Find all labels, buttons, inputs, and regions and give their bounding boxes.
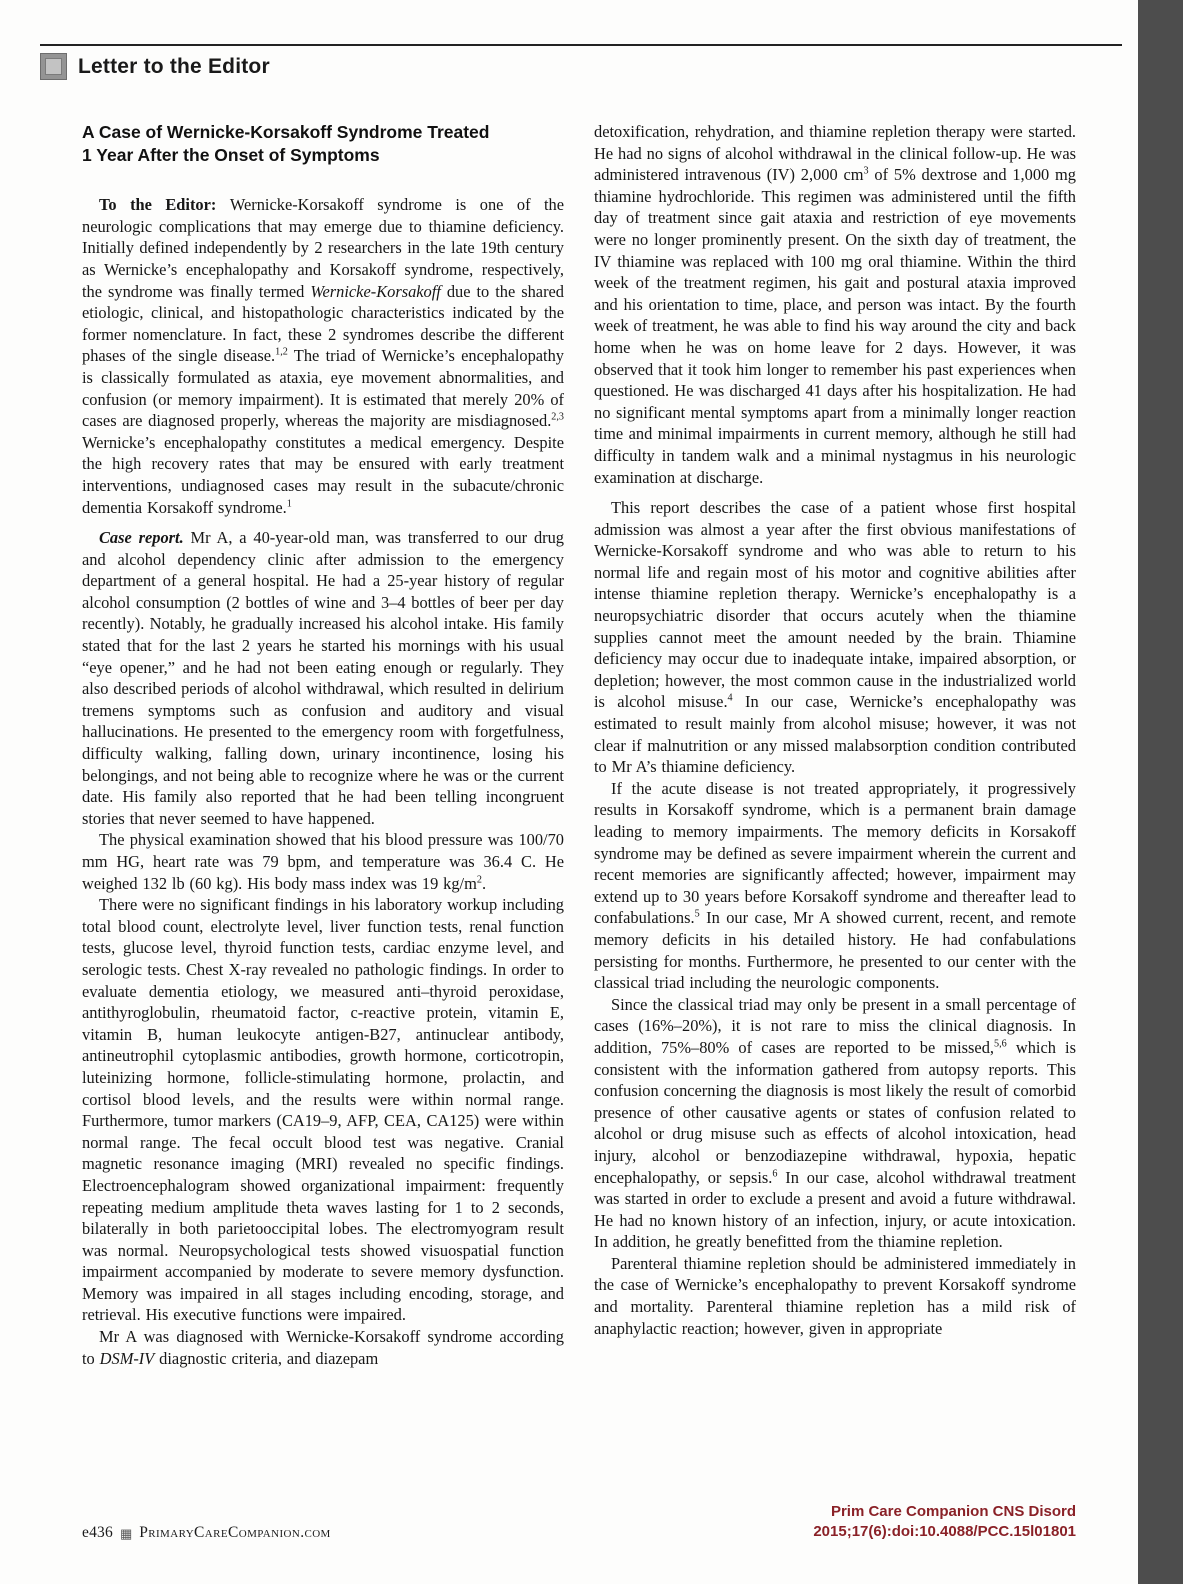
paragraph [82,1326,564,1369]
italic-text: DSM-IV [99,1348,155,1368]
body-text: due to the shared etiologic, clinical, and histopathologic characteristics indicated by the former nomenclature. In fact, these 2 syndromes describe the different phases of the single disease. [82,281,564,366]
reference-superscript: 2 [476,874,482,886]
body-text: This report describes the case of a patient whose first hospital admission was almost a year after the first obvious manifestations of Wernicke-Korsakoff syndrome and who was able to return to his normal life and regain most of his motor and cognitive abilities after intense thiamine repletion therapy. Wernicke’s encephalopathy is a neuropsychiatric disorder that occurs acutely when the thiamine supplies cannot meet the amount needed by the brain. Thiamine deficiency may occur due to inadequate intake, impaired absorption, or depletion; however, the most common cause in the industrialized world is alcohol misuse. [594,498,1076,712]
body-text: The physical examination showed that his blood pressure was 100/70 mm HG, heart rate was 79 bpm, and temperature was 36.4 C. He weighed 132 lb (60 kg). His body mass index was 19 kg/m [82,830,564,893]
paragraph [594,497,1076,778]
bold-text: To the Editor: [99,195,230,215]
body-text: Wernicke’s encephalopathy constitutes a medical emergency. Despite the high recovery rates that may be ensured with early treatment interventions, undiagnosed cases may result in the subacute/chronic dementia Korsakoff syndrome. [82,432,564,517]
grid-square-icon: ▦ [119,1525,133,1541]
page-edge-bar [1138,0,1183,1584]
page-footer [82,1502,1076,1543]
body-text: In our case, Wernicke’s encephalopathy was estimated to result mainly from alcohol misuse; however, it was not clear if malnutrition or any missed malabsorption condition contributed to Mr A’s thiamine deficiency. [594,692,1076,777]
section-square-icon [40,53,67,80]
section-label: Letter to the Editor [78,54,270,78]
paragraph [82,829,564,894]
body-text: There were no significant findings in his laboratory workup including total blood count, electrolyte level, liver function tests, renal function tests, glucose level, thyroid function tests, cardiac enzyme level, and serologic tests. Chest X-ray revealed no pathologic findings. In order to evaluate dementia etiology, we measured anti–thyroid peroxidase, antithyroglobulin, rheumatoid factor, c-reactive protein, vitamin E, vitamin B, human leukocyte antigen-B27, antinuclear antibody, antineutrophil cytoplasmic antibodies, growth hormone, corticotropin, luteinizing hormone, follicle-stimulating hormone, prolactin, and cortisol blood levels, and the results were within normal range. Furthermore, tumor markers (CA19–9, AFP, CEA, CA125) were within normal range. The fecal occult blood test was negative. Cranial magnetic resonance imaging (MRI) revealed no specific findings. Electroencephalogram showed organizational impairment: frequently repeating medium amplitude theta waves lasting for 1 to 2 seconds, bilaterally in both parietooccipital lobes. The electromyogram result was normal. Neuropsychological tests showed visuospatial function impairment accompanied by moderate to severe memory dysfunction. Memory was impaired in all stages including encoding, storage, and retrieval. His executive functions were impaired. [82,895,564,1325]
article-body [82,121,1076,1369]
paragraph [594,1253,1076,1339]
article-title [82,121,564,167]
italic-text: Wernicke-Korsakoff [310,281,441,301]
paragraph [594,994,1076,1253]
reference-superscript: 2,3 [551,411,564,423]
body-text: In our case, Mr A showed current, recent, and remote memory deficits in his detailed history. He had confabulations persisting for months. Furthermore, he presented to our center with the classical triad including the neurologic components. [594,908,1076,993]
body-text: . [481,873,487,893]
footer-left [82,1524,331,1542]
bold-italic-text: Case report. [99,528,184,548]
citation-doi: 2015;17(6):doi:10.4088/PCC.15l01801 [813,1522,1076,1540]
reference-superscript: 1 [286,498,292,510]
section-square-icon-inner [45,58,62,75]
body-text: If the acute disease is not treated appropriately, it progressively results in Korsakoff syndrome, which is a permanent brain damage leading to memory impairments. The memory deficits in Korsakoff syndrome may be defined as severe impairment wherein the current and recent memories are significantly affected; however, impairment may extend up to 30 years before Korsakoff syndrome and thereafter lead to confabulations. [594,778,1076,928]
body-text: Parenteral thiamine repletion should be administered immediately in the case of Wernicke’s encephalopathy to prevent Korsakoff syndrome and mortality. Parenteral thiamine repletion has a mild risk of anaphylactic reaction; however, given in appropriate [594,1253,1076,1338]
paragraph [82,894,564,1326]
body-text: Mr A was diagnosed with Wernicke-Korsakoff syndrome according to [82,1327,564,1368]
paragraph [594,778,1076,994]
reference-superscript: 5,6 [994,1038,1007,1050]
body-text: Wernicke-Korsakoff syndrome is one of the neurologic complications that may emerge due to thiamine deficiency. Initially defined independently by 2 researchers in the late 19th century as Wernicke’s encephalopathy and Korsakoff syndrome, respectively, the syndrome was finally termed [82,195,565,301]
body-text: which is consistent with the information gathered from autopsy reports. This confusion concerning the diagnosis is most likely the result of comorbid presence of other causative agents or states of confusion related to alcohol or drug misuse such as effects of alcohol intoxication, head injury, alcohol or benzodiazepine withdrawal, hypoxia, hepatic encephalopathy, or sepsis. [594,1037,1076,1187]
page-number: e436 [82,1524,113,1541]
left-column-paragraphs [82,194,564,1369]
body-text: In our case, alcohol withdrawal treatment was started in order to exclude a present and avoid a future withdrawal. He had no known history of an infection, injury, or acute intoxication. In addition, he greatly benefitted from the thiamine repletion. [594,1167,1076,1252]
reference-superscript: 5 [694,908,700,920]
paragraph [82,527,564,829]
left-column [82,121,564,1369]
paragraph [82,194,564,518]
reference-superscript: 4 [727,692,733,704]
body-text: of 5% dextrose and 1,000 mg thiamine hydrochloride. This regimen was administered until the fifth day of treatment since gait ataxia and restriction of eye movements were no longer prominently present. On the sixth day of treatment, the IV thiamine was replaced with 100 mg oral thiamine. Within the third week of the treatment regimen, his gait and postural ataxia improved and his orientation to time, place, and person was intact. By the fourth week of treatment, he was able to find his way around the city and back home when he was on home leave for 2 days. However, it was observed that it took him longer to remember his past experiences when questioned. He was discharged 41 days after his hospitalization. He had no significant mental symptoms apart from a minimally longer reaction time and minimal impairments in current memory, although he still had difficulty in tandem walk and a minimal nystagmus in his neurologic examination at discharge. [594,165,1077,487]
reference-superscript: 3 [863,165,869,177]
body-text: detoxification, rehydration, and thiamine repletion therapy were started. He had no signs of alcohol withdrawal in the clinical follow-up. He was administered intravenous (IV) 2,000 cm [594,122,1076,185]
paragraph [594,121,1076,488]
body-text: Mr A, a 40-year-old man, was transferred to our drug and alcohol dependency clinic after admission to the emergency department of a general hospital. He had a 25-year history of regular alcohol consumption (2 bottles of wine and 3–4 bottles of beer per day recently). Notably, he gradually increased his alcohol intake. His family stated that for the last 2 years he started his mornings with his usual “eye opener,” and he had not been eating enough or regularly. They also described periods of alcohol withdrawal, which resulted in delirium tremens symptoms such as confusion and auditory and visual hallucinations. He presented to the emergency room with forgetfulness, difficulty walking, falling down, urinary incontinence, losing his belongings, and not being able to recognize where he was or the current date. His family also reported that he had been telling incongruent stories that never seemed to have happened. [82,528,564,828]
journal-website: PrimaryCareCompanion.com [139,1524,331,1541]
reference-superscript: 1,2 [275,346,288,358]
journal-name: Prim Care Companion CNS Disord [830,1502,1076,1520]
reference-superscript: 6 [772,1168,778,1180]
right-column [594,121,1076,1369]
body-text: Since the classical triad may only be present in a small percentage of cases (16%–20%), it is not rare to miss the clinical diagnosis. In addition, 75%–80% of cases are reported to be missed, [594,994,1076,1057]
right-column-paragraphs [594,121,1076,1339]
section-header [40,44,1122,80]
body-text: The triad of Wernicke’s encephalopathy is classically formulated as ataxia, eye movement abnormalities, and confusion (or memory impairment). It is estimated that merely 20% of cases are diagnosed properly, whereas the majority are misdiagnosed. [82,346,564,431]
article-title-line2: 1 Year After the Onset of Symptoms [82,145,380,166]
article-title-line1: A Case of Wernicke-Korsakoff Syndrome Treated [82,122,490,142]
footer-right [813,1502,1076,1543]
body-text: diagnostic criteria, and diazepam [154,1348,379,1368]
